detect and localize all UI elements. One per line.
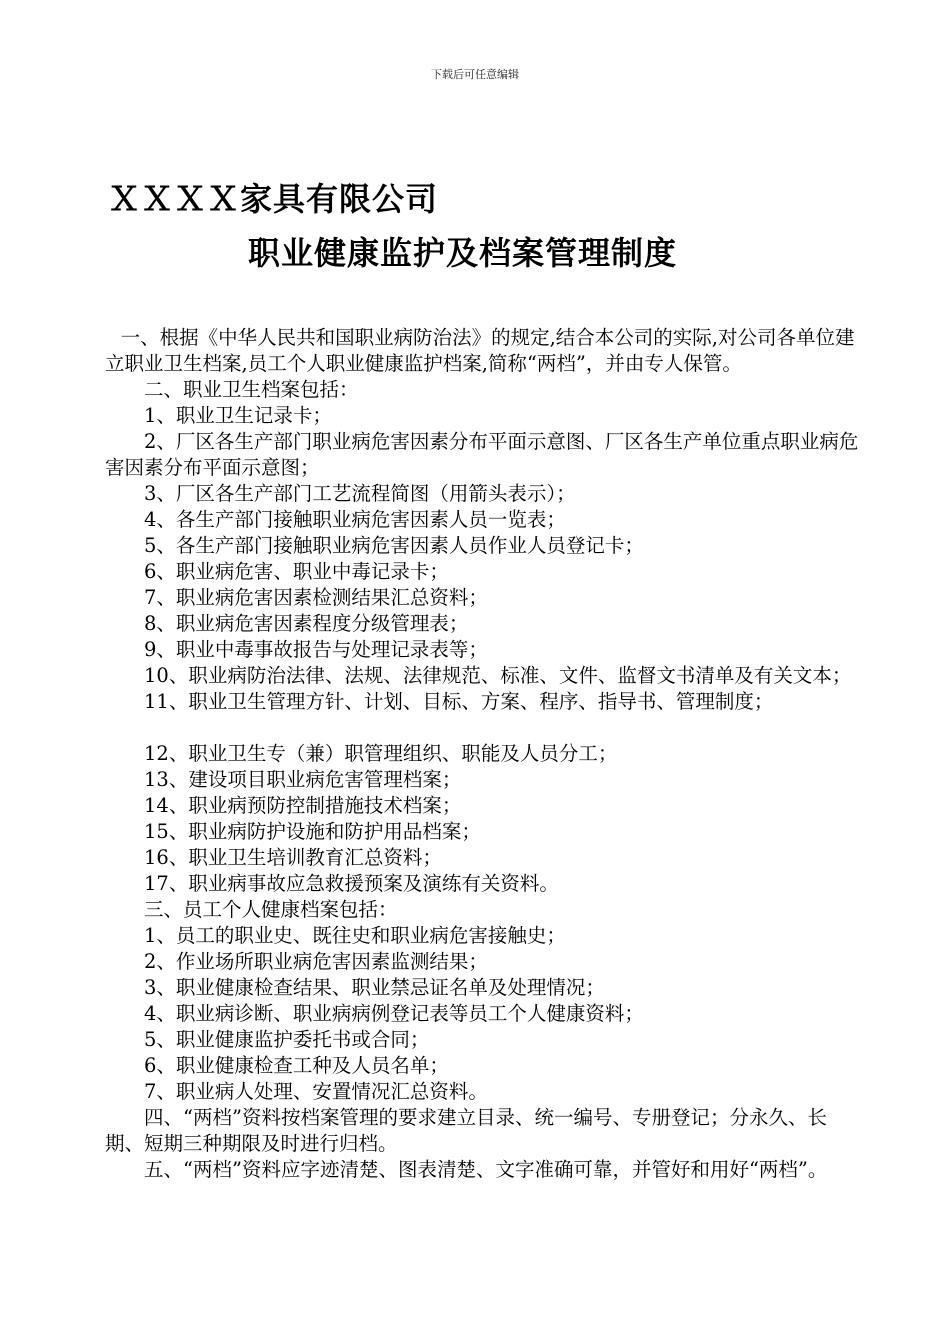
- list-item: 5、职业健康监护委托书或合同；: [144, 1028, 430, 1051]
- list-item: 8、职业病危害因素程度分级管理表；: [144, 612, 469, 635]
- section-heading-occupational-health-records: 二、职业卫生档案包括：: [144, 378, 359, 401]
- list-item: 3、厂区各生产部门工艺流程简图（用箭头表示）；: [144, 482, 576, 505]
- list-item: 11、职业卫生管理方针、计划、目标、方案、程序、指导书、管理制度；: [144, 690, 774, 713]
- company-title: ＸＸＸＸ家具有限公司: [108, 180, 439, 218]
- list-item: 6、职业健康检查工种及人员名单；: [144, 1054, 449, 1077]
- list-item: 10、职业病防治法律、法规、法律规范、标准、文件、监督文书清单及有关文本；: [144, 664, 852, 687]
- list-item: 2、厂区各生产部门职业病危害因素分布平面示意图、厂区各生产单位重点职业病危害因素分布平面示意图；: [105, 430, 859, 479]
- list-item: 4、职业病诊断、职业病病例登记表等员工个人健康资料；: [144, 1002, 644, 1025]
- list-item: 14、职业病预防控制措施技术档案；: [144, 794, 462, 817]
- paragraph-intro: 一、根据《中华人民共和国职业病防治法》的规定,结合本公司的实际,对公司各单位建立职业卫生档案,员工个人职业健康监护档案,简称“两档”，并由专人保管。: [105, 326, 855, 375]
- list-item: 6、职业病危害、职业中毒记录卡；: [144, 560, 449, 583]
- section-heading-personal-health-records: 三、员工个人健康档案包括：: [144, 898, 398, 921]
- list-item: 7、职业病人处理、安置情况汇总资料。: [144, 1080, 488, 1103]
- document-title: 职业健康监护及档案管理制度: [248, 234, 678, 272]
- list-item: 1、职业卫生记录卡；: [144, 404, 332, 427]
- list-item: 17、职业病事故应急救援预案及演练有关资料。: [144, 872, 559, 895]
- list-item: 3、职业健康检查结果、职业禁忌证名单及处理情况；: [144, 976, 605, 999]
- list-item: 16、职业卫生培训教育汇总资料；: [144, 846, 442, 869]
- document-body: [105, 325, 865, 1183]
- list-item: 5、各生产部门接触职业病危害因素人员作业人员登记卡；: [144, 534, 644, 557]
- list-item: 2、作业场所职业病危害因素监测结果；: [144, 950, 488, 973]
- header-note: 下载后可任意编辑: [431, 68, 519, 81]
- paragraph-record-quality: 五、“两档”资料应字迹清楚、图表清楚、文字准确可靠，并管好和用好“两档”。: [144, 1158, 828, 1181]
- list-item: 9、职业中毒事故报告与处理记录表等；: [144, 638, 488, 661]
- list-item: 12、职业卫生专（兼）职管理组织、职能及人员分工；: [144, 742, 618, 765]
- list-item: 7、职业病危害因素检测结果汇总资料；: [144, 586, 488, 609]
- paragraph-archiving-rules: 四、“两档”资料按档案管理的要求建立目录、统一编号、专册登记；分永久、长期、短期三种期限及时进行归档。: [105, 1106, 827, 1155]
- list-item: 1、员工的职业史、既往史和职业病危害接触史；: [144, 924, 566, 947]
- list-item: 13、建设项目职业病危害管理档案；: [144, 768, 462, 791]
- list-item: 4、各生产部门接触职业病危害因素人员一览表；: [144, 508, 566, 531]
- list-item: 15、职业病防护设施和防护用品档案；: [144, 820, 481, 843]
